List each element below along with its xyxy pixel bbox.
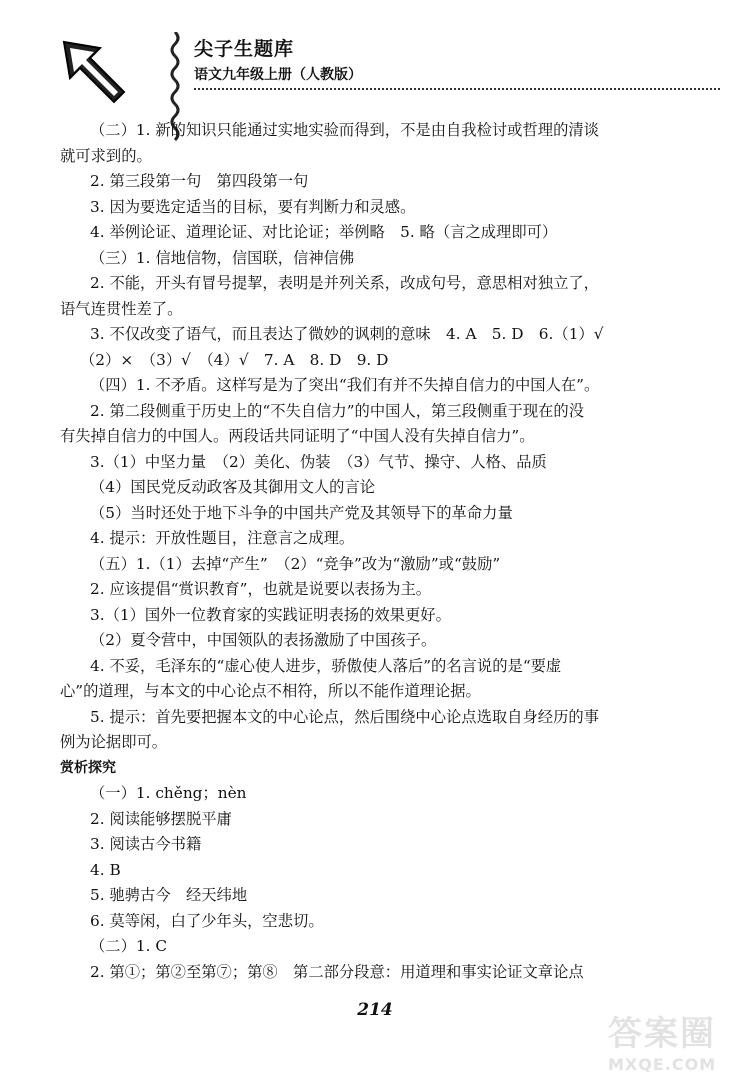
text-line: （2）夏令营中，中国领队的表扬激励了中国孩子。 (90, 631, 437, 649)
text-line: 语气连贯性差了。 (60, 299, 183, 318)
answer-content (60, 118, 660, 985)
text-line: 2. 第二段侧重于历史上的“不失自信力”的中国人，第三段侧重于现在的没 (90, 401, 585, 420)
text-line: 心”的道理，与本文的中心论点不相符，所以不能作道理论据。 (60, 682, 481, 700)
text-line: （4）国民党反动政客及其御用文人的言论 (90, 478, 376, 496)
text-line: 2. 应该提倡“赏识教育”，也就是说要以表扬为主。 (90, 580, 432, 598)
text-line: 6. 莫等闲，白了少年头，空悲切。 (90, 911, 324, 930)
text-line: 2. 第三段第一句 第四段第一句 (90, 172, 309, 190)
watermark-logo (608, 1006, 738, 1074)
dotted-rule (194, 88, 720, 90)
text-line: （5）当时还处于地下斗争的中国共产党及其领导下的革命力量 (90, 503, 513, 522)
page-header (60, 30, 660, 115)
watermark-text: 答案圈 (608, 1014, 716, 1054)
text-line: 3.（1）国外一位教育家的实践证明表扬的效果更好。 (90, 605, 451, 624)
text-line: 4. 提示：开放性题目，注意言之成理。 (90, 529, 355, 547)
text-line: （五）1.（1）去掉“产生” （2）“竞争”改为“激励”或“鼓励” (90, 554, 501, 573)
text-line: 2. 第①；第②至第⑦；第⑧ 第二部分段意：用道理和事实论证文章论点 (90, 962, 584, 981)
text-line: （三）1. 信地信物，信国联，信神信佛 (90, 248, 355, 267)
text-line: 2. 阅读能够摆脱平庸 (90, 809, 232, 828)
section-heading: 赏析探究 (60, 759, 116, 776)
text-line: 例为论据即可。 (60, 733, 168, 751)
text-line: 就可求到的。 (60, 146, 152, 165)
text-line: 5. 提示：首先要把握本文的中心论点，然后围绕中心论点选取自身经历的事 (90, 707, 599, 726)
text-line: （四）1. 不矛盾。这样写是为了突出“我们有并不失掉自信力的中国人在”。 (90, 376, 600, 394)
text-line: 3. 因为要选定适当的目标，要有判断力和灵感。 (90, 197, 416, 216)
text-line: 4. B (90, 860, 121, 879)
text-line: 3.（1）中坚力量 （2）美化、伪装 （3）气节、操守、人格、品质 (90, 452, 547, 471)
arrow-logo-icon (60, 38, 130, 108)
series-title: 尖子生题库 (194, 38, 295, 60)
text-line: 4. 不妥，毛泽东的“虚心使人进步，骄傲使人落后”的名言说的是“要虚 (90, 656, 562, 675)
text-line: 3. 不仅改变了语气，而且表达了微妙的讽刺的意味 4. A 5. D 6.（1）√ (90, 325, 604, 343)
text-line: （二）1. 新的知识只能通过实地实验而得到，不是由自我检讨或哲理的清谈 (90, 121, 599, 139)
text-line: 3. 阅读古今书籍 (90, 835, 202, 853)
text-line: （2）× （3）√ （4）√ 7. A 8. D 9. D (80, 350, 389, 369)
text-line: 4. 举例论证、道理论证、对比论证；举例略 5. 略（言之成理即可） (90, 223, 558, 241)
text-line: 2. 不能，开头有冒号提挈，表明是并列关系，改成句号，意思相对独立了， (90, 274, 599, 292)
watermark-url: MXQE.COM (608, 1055, 717, 1074)
page-number: 214 (357, 1000, 393, 1020)
book-subtitle: 语文九年级上册（人教版） (194, 67, 362, 83)
text-line: 有失掉自信力的中国人。两段话共同证明了“中国人没有失掉自信力”。 (60, 427, 535, 445)
text-line: （二）1. C (90, 937, 168, 955)
text-line: 5. 驰骋古今 经天纬地 (90, 886, 248, 904)
text-line: （一）1. chěng；nèn (90, 784, 247, 802)
